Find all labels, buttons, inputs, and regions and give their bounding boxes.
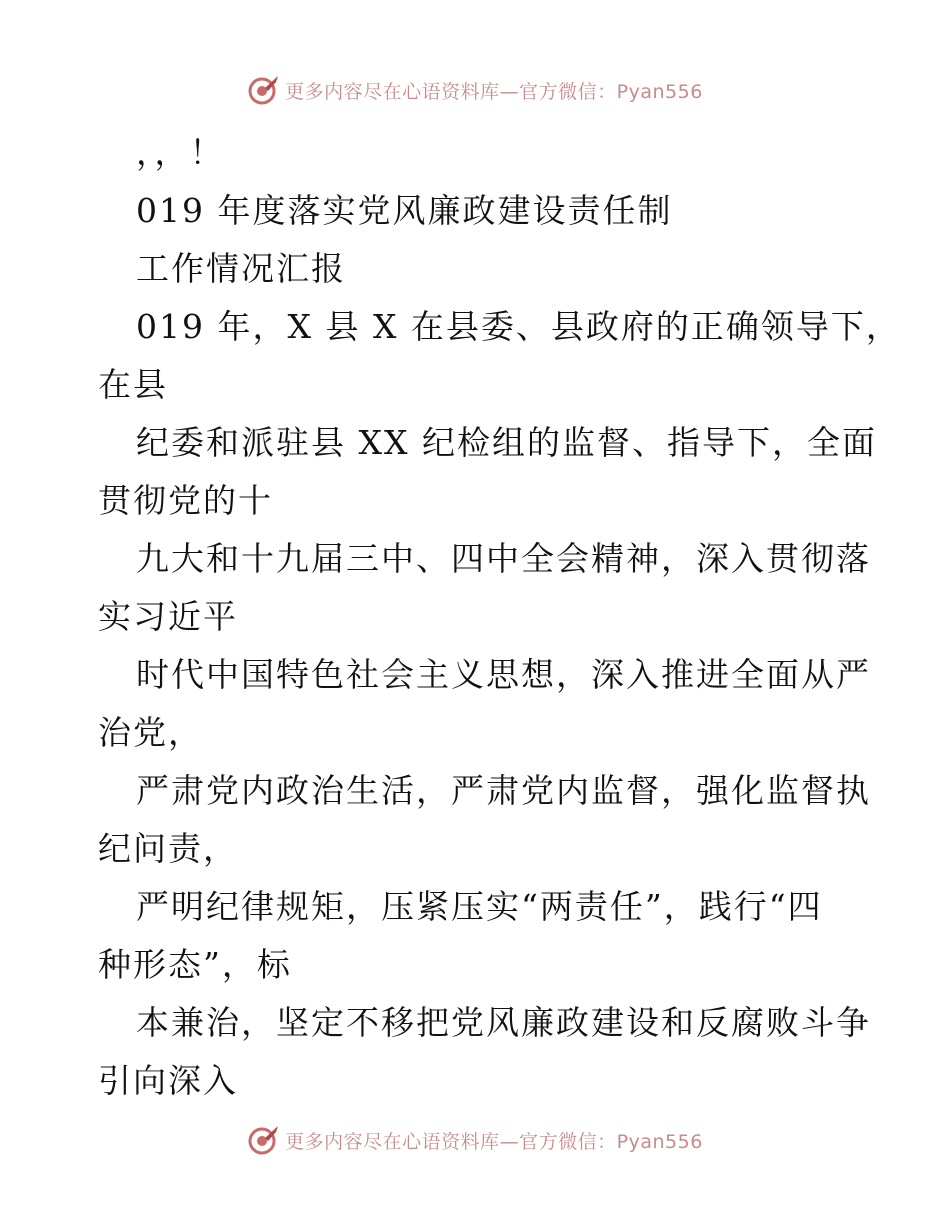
document-body (98, 124, 901, 1110)
text-line: 九大和十九届三中、四中全会精神，深入贯彻落 (136, 539, 871, 578)
text-line: 引向深入 (98, 1061, 238, 1100)
text-line: 严明纪律规矩，压紧压实“两责任”，践行“四 (136, 887, 823, 926)
text-line: 实习近平 (98, 597, 238, 636)
document-title: 019 年度落实党风廉政建设责任制 (136, 191, 673, 230)
text-line: 时代中国特色社会主义思想，深入推进全面从严 (136, 655, 871, 694)
quill-pen-seal-icon (247, 73, 281, 107)
text-line: 种形态”，标 (98, 945, 292, 984)
quill-pen-seal-icon (247, 1123, 281, 1157)
header-watermark (0, 70, 950, 110)
text-line: ，，！ (136, 133, 225, 172)
text-line: 纪委和派驻县 XX 纪检组的监督、指导下，全面 (136, 423, 877, 462)
watermark-text: 更多内容尽在心语资料库—官方微信：Pyan556 (285, 80, 703, 103)
text-line: 严肃党内政治生活，严肃党内监督，强化监督执 (136, 771, 871, 810)
watermark-text: 更多内容尽在心语资料库—官方微信：Pyan556 (285, 1130, 703, 1153)
text-line: 在县 (98, 365, 168, 404)
text-line: 治党， (98, 713, 203, 752)
footer-watermark (0, 1120, 950, 1160)
text-line: 贯彻党的十 (98, 481, 273, 520)
text-line: 019 年，X 县 X 在县委、县政府的正确领导下， (136, 307, 901, 346)
text-line: 本兼治，坚定不移把党风廉政建设和反腐败斗争 (136, 1003, 871, 1042)
document-subtitle: 工作情况汇报 (136, 249, 346, 288)
text-line: 纪问责， (98, 829, 238, 868)
